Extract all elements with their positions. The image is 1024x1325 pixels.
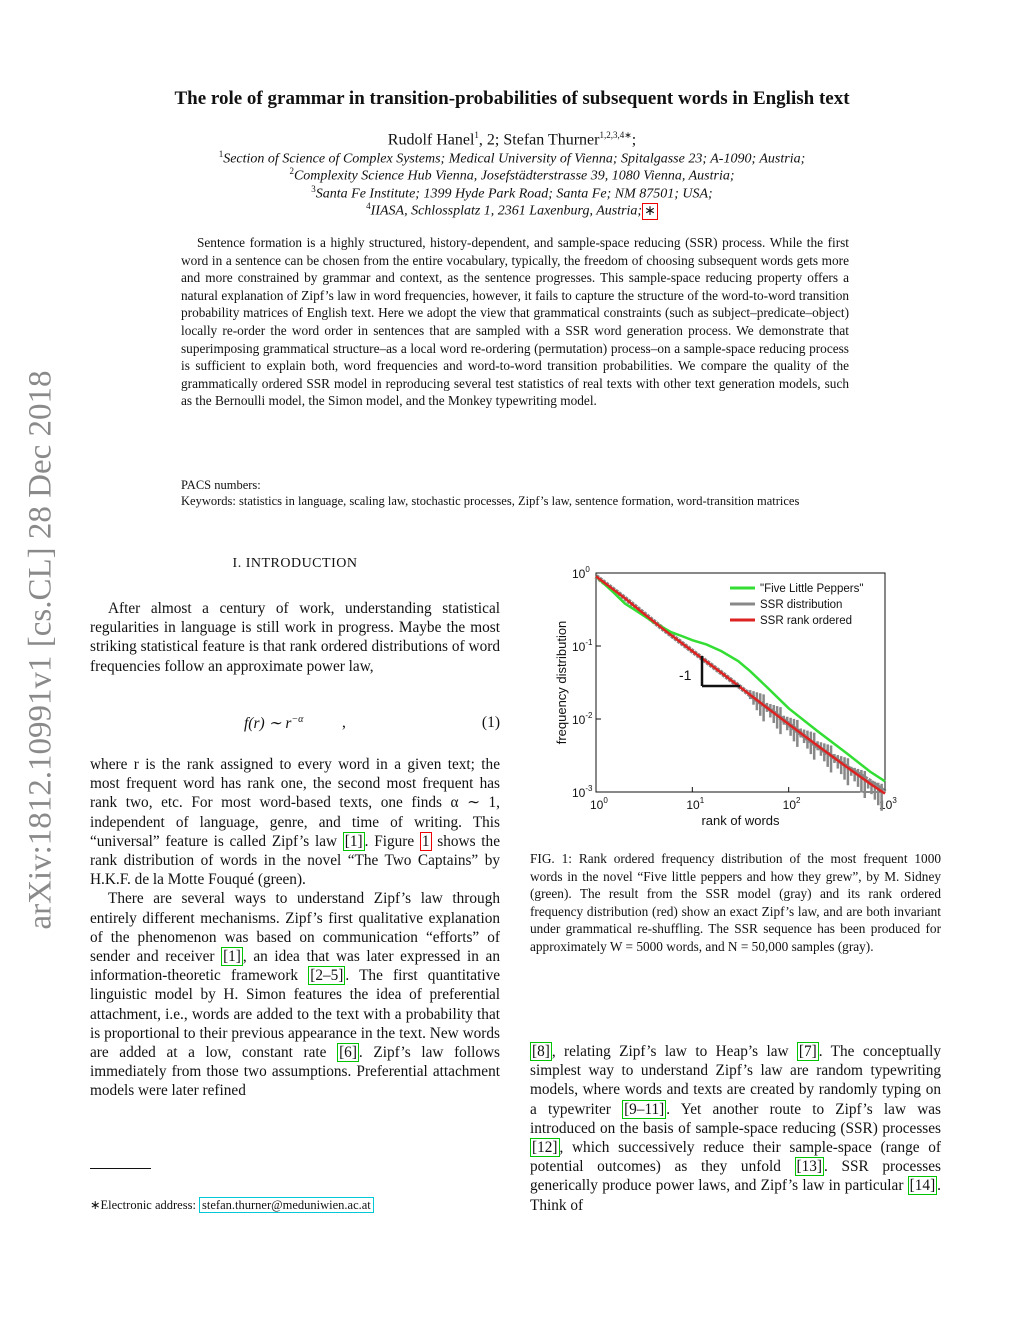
affiliation-4	[0, 201, 1024, 220]
x-tick-label: $10^2$	[782, 796, 801, 812]
footnote-link[interactable]: ∗	[644, 203, 656, 219]
text-run: . Think of	[530, 1177, 941, 1214]
citation-link[interactable]: [13]	[796, 1158, 823, 1176]
y-axis-label: frequency distribution	[554, 620, 569, 745]
pacs-block	[181, 477, 849, 509]
affiliation-sup: 4	[366, 201, 371, 211]
equation-number: (1)	[481, 714, 500, 731]
equation-body	[244, 714, 303, 733]
x-tick-label: $10^1$	[686, 796, 705, 812]
citation-link[interactable]: [8]	[532, 1043, 550, 1060]
affiliation-1	[0, 149, 1024, 168]
y-tick-label: $10^{-1}$	[572, 638, 593, 654]
text-run: . Yet another route to Zipf’s law was introduced on the basis of sample-space reducing (SSR) processes	[530, 1100, 941, 1137]
arxiv-side-stamp	[16, 350, 66, 950]
footnote-rule	[90, 1168, 151, 1169]
y-tick-label: $10^{-2}$	[572, 711, 593, 727]
arxiv-id: arXiv:1812.10991v1 [cs.CL] 28 Dec 2018	[22, 370, 59, 930]
pacs-numbers: PACS numbers:	[181, 478, 261, 492]
footnote	[90, 1197, 374, 1213]
citation-link[interactable]: [7]	[798, 1043, 817, 1060]
affiliation-sup: 2	[289, 166, 294, 176]
citation-link[interactable]: [6]	[339, 1044, 357, 1062]
text-run: . SSR processes generically produce power laws, and Zipf’s law in particular	[530, 1158, 941, 1195]
affiliation-text: Complexity Science Hub Vienna, Josefstädterstrasse 39, 1080 Vienna, Austria;	[293, 168, 735, 184]
author-2: , 2; Stefan Thurner	[478, 131, 600, 149]
affiliation-sup: 1	[218, 149, 224, 159]
abstract: Sentence formation is a highly structured, history-dependent, and sample-space reducing (SSR) process. While the first word in a sentence can be chosen from the entire vocabulary, typically, the freedom of choosing subsequent words gets more and more constrained by grammar and context, as the sentence progresses. This sample-space reducing property offers a natural explanation of Zipf’s law in word frequencies, however, it fails to capture the structure of the word-to-word transition probability matrices of English text. Here we adopt the view that grammatical constraints (such as subject–predicate–object) locally re-order the word order in sentences that are sampled with a SSR word generation process. We demonstrate that superimposing grammatical structure–as a local word re-ordering (permutation) process–on a sample-space reducing process is sufficient to explain both, word frequencies and word-to-word transition probabilities. We compare the quality of the grammatically ordered SSR model in reproducing several test statistics of real texts with other text generation models, such as the Bernoulli model, the Simon model, and the Monkey typewriting model.	[181, 235, 849, 409]
text-run: . The first quantitative linguistic model by H. Simon features the idea of preferential attachment, i.e., words are added to the text with a probability that is proportional to their previous appearance in the text. New words are added at a low, constant rate	[90, 967, 501, 1062]
author-1-sup: 1	[474, 130, 479, 140]
intro-paragraph-2	[90, 755, 500, 1101]
text-run: . Figure	[364, 832, 420, 850]
text-run: . The conceptually simplest way to understand Zipf’s law are random typewriting models, where words and texts are created by randomly typing on a typewriter	[530, 1043, 941, 1118]
text-run: . Zipf’s law follows immediately from those two assumptions. Preferential attachment models were later refined	[90, 1044, 500, 1100]
legend-label: SSR rank ordered	[760, 615, 853, 627]
equation-exponent: −α	[291, 714, 304, 725]
affiliation-text: Santa Fe Institute; 1399 Hyde Park Road; Santa Fe; NM 87501; USA;	[315, 186, 713, 202]
x-tick-label: $10^0$	[590, 796, 608, 812]
text-run: , relating Zipf’s law to Heap’s law	[551, 1043, 797, 1060]
equation-comma: ,	[342, 714, 346, 731]
author-1: Rudolf Hanel	[387, 131, 475, 149]
citation-link[interactable]: [2–5]	[310, 967, 344, 985]
figure-link[interactable]: 1	[421, 832, 430, 850]
citation-link[interactable]: [14]	[909, 1177, 936, 1195]
text-run: , an idea that was later expressed in an information-theoretic framework	[90, 948, 500, 985]
right-column-paragraph	[530, 1042, 941, 1215]
text-run: shows the rank distribution of words in the novel “The Two Captains” by H.K.F. de la Motte Fouqué (green).	[90, 832, 500, 889]
paper-title: The role of grammar in transition-probabilities of subsequent words in English text	[174, 88, 850, 109]
affiliation-text: Section of Science of Complex Systems; Medical University of Vienna; Spitalgasse 23; A-1090; Austria;	[223, 151, 806, 167]
paragraph-text: After almost a century of work, understanding statistical regularities in language is still work in progress. Maybe the most striking statistical feature is that rank ordered distributions of word frequencies follow an approximate power law,	[90, 600, 500, 675]
x-tick-label: $10^3$	[879, 796, 897, 812]
figure-caption: FIG. 1: Rank ordered frequency distribution of the most frequent 1000 words in the novel “Five little peppers and how they grew”, by M. Sidney (green). The result from the SSR model (gray) and its rank ordered frequency distribution (red) show an exact Zipf’s law, and are both invariant under grammatical re-shuffling. The SSR sequence has been produced for approximately W = 5000 words, and N = 50,000 samples (gray).	[530, 851, 941, 954]
x-axis-label: rank of words	[701, 813, 780, 828]
paragraph-text	[90, 755, 500, 889]
affiliation-2	[0, 166, 1024, 185]
affiliation-sup: 3	[311, 184, 316, 194]
affiliation-3	[0, 184, 1024, 203]
affiliation-text: IIASA, Schlossplatz 1, 2361 Laxenburg, Austria;	[370, 203, 643, 219]
citation-link[interactable]: [12]	[532, 1139, 558, 1157]
legend-label: "Five Little Peppers"	[760, 583, 864, 595]
y-tick-label: $10^{-3}$	[572, 784, 593, 800]
equation-lhs: f(r) ∼ r	[244, 715, 292, 733]
citation-link[interactable]: [1]	[344, 832, 363, 850]
text-run: where r is the rank assigned to every word in a given text; the most frequent word has rank one, the second most frequent has rank two, etc. For most word-based texts, one finds α ∼ 1, independent of language, genre, and time of writing. This “universal” feature is called Zipf’s law	[90, 756, 500, 850]
citation-link[interactable]: [1]	[223, 948, 241, 966]
text-run: There are several ways to understand Zipf’s law through entirely different mechanisms. Zipf’s first qualitative explanation of the phenomenon was based on communication “efforts” of sender and receiver	[90, 890, 500, 966]
email-link[interactable]: stefan.thurner@meduniwien.ac.at	[199, 1197, 374, 1213]
footnote-label: ∗Electronic address:	[90, 1198, 200, 1212]
slope-annotation: -1	[679, 667, 692, 683]
author-line	[0, 130, 1024, 149]
paragraph-text	[90, 889, 500, 1100]
chart-svg	[540, 555, 940, 845]
intro-paragraph-1	[90, 599, 500, 676]
legend-label: SSR distribution	[760, 599, 843, 611]
author-end: ;	[631, 131, 637, 149]
paragraph-text	[530, 1042, 941, 1215]
keywords: Keywords: statistics in language, scaling law, stochastic processes, Zipf’s law, sentence formation, word-transition matrices	[181, 494, 800, 508]
author-2-sup: 1,2,3,4∗	[599, 130, 632, 140]
y-tick-label: $10^0$	[572, 565, 590, 581]
text-run: , which successively reduce their sample-space (range of potential outcomes) as they unfold	[530, 1139, 941, 1176]
section-heading: I. INTRODUCTION	[232, 556, 358, 571]
citation-link[interactable]: [9–11]	[624, 1100, 665, 1118]
figure-1-chart	[540, 555, 940, 845]
